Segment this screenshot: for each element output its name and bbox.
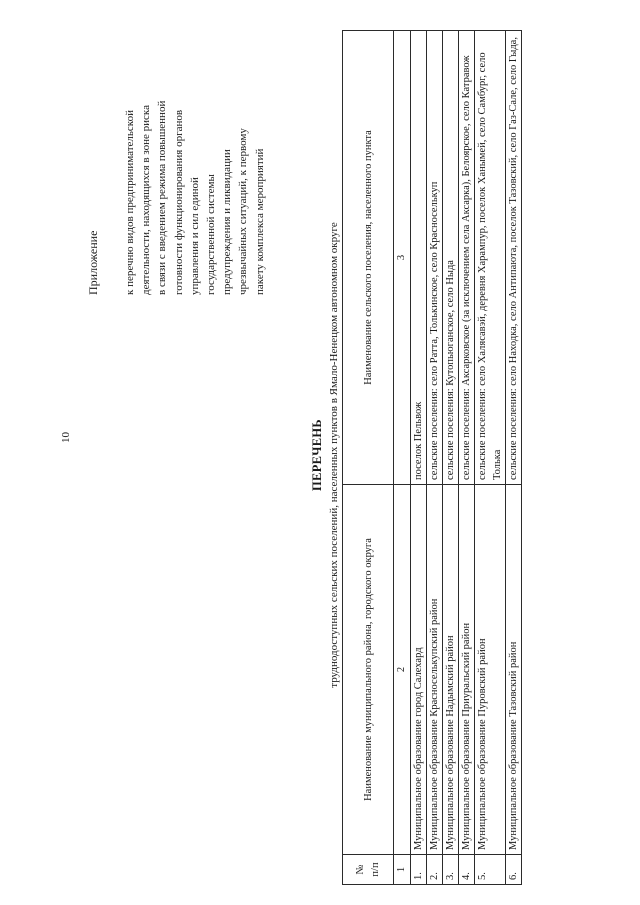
settlements-cell: сельские поселения: Аксарковское (за исключением села Аксарка), Белоярское, село Катравож bbox=[459, 31, 475, 485]
table-row bbox=[443, 31, 459, 885]
settlements-cell: сельские поселения: село Ратта, Толькинское, село Красноселькуп bbox=[427, 31, 443, 485]
annex-line: в связи с введением режима повышенной bbox=[156, 100, 169, 295]
annex-line: государственной системы bbox=[205, 174, 218, 295]
column-number: 3 bbox=[394, 31, 411, 485]
annex-line: готовности функционирования органов bbox=[172, 109, 185, 295]
annex-line: предупреждения и ликвидации bbox=[221, 149, 234, 295]
column-number: 2 bbox=[394, 485, 411, 855]
page-number: 10 bbox=[60, 432, 72, 443]
annex-line: управления и сил единой bbox=[188, 177, 201, 295]
header-cell-number: № п/п bbox=[343, 855, 394, 885]
settlements-cell: сельские поселения: село Халясавэй, деревня Харампур, поселок Ханымей, село Самбург, село Толька bbox=[475, 31, 506, 485]
row-number: 4. bbox=[459, 855, 475, 885]
table-row bbox=[475, 31, 506, 885]
document-subtitle: труднодоступных сельских поселений, населенных пунктов в Ямало-Ненецком автономном округе bbox=[328, 222, 340, 688]
row-number: 1. bbox=[411, 855, 427, 885]
column-number-row bbox=[394, 31, 411, 885]
row-number: 3. bbox=[443, 855, 459, 885]
settlements-table bbox=[342, 30, 522, 885]
table-row bbox=[411, 31, 427, 885]
document-title: ПЕРЕЧЕНЬ bbox=[310, 419, 324, 491]
table-header-row bbox=[343, 31, 394, 885]
table-row bbox=[459, 31, 475, 885]
column-number: 1 bbox=[394, 855, 411, 885]
annex-text bbox=[122, 25, 268, 295]
row-number: 2. bbox=[427, 855, 443, 885]
header-cell-district: Наименование муниципального района, городского округа bbox=[343, 485, 394, 855]
table-row bbox=[506, 31, 522, 885]
row-number: 5. bbox=[475, 855, 506, 885]
table-row bbox=[427, 31, 443, 885]
district-cell: Муниципальное образование Красноселькупский район bbox=[427, 485, 443, 855]
district-cell: Муниципальное образование Пуровский район bbox=[475, 485, 506, 855]
annex-line: к перечню видов предпринимательской bbox=[124, 110, 136, 295]
annex-line: деятельности, находящихся в зоне риска bbox=[140, 105, 153, 295]
district-cell: Муниципальное образование Приуральский район bbox=[459, 485, 475, 855]
settlements-cell: сельские поселения: село Находка, село Антипаюта, поселок Тазовский, село Газ-Сале, село Гыда, bbox=[506, 31, 522, 485]
settlements-cell: сельские поселения: Кутопьюганское, село Ныда bbox=[443, 31, 459, 485]
header-cell-settlement: Наименование сельского поселения, населенного пункта bbox=[343, 31, 394, 485]
annex-title: Приложение bbox=[86, 230, 100, 295]
row-number: 6. bbox=[506, 855, 522, 885]
annex-line: пакету комплекса мероприятий bbox=[253, 148, 266, 295]
district-cell: Муниципальное образование город Салехард bbox=[411, 485, 427, 855]
district-cell: Муниципальное образование Надымский район bbox=[443, 485, 459, 855]
rotated-page bbox=[10, 15, 630, 895]
annex-line: чрезвычайных ситуаций, к первому bbox=[237, 128, 250, 295]
settlements-cell: поселок Пельвож bbox=[411, 31, 427, 485]
district-cell: Муниципальное образование Тазовский район bbox=[506, 485, 522, 855]
